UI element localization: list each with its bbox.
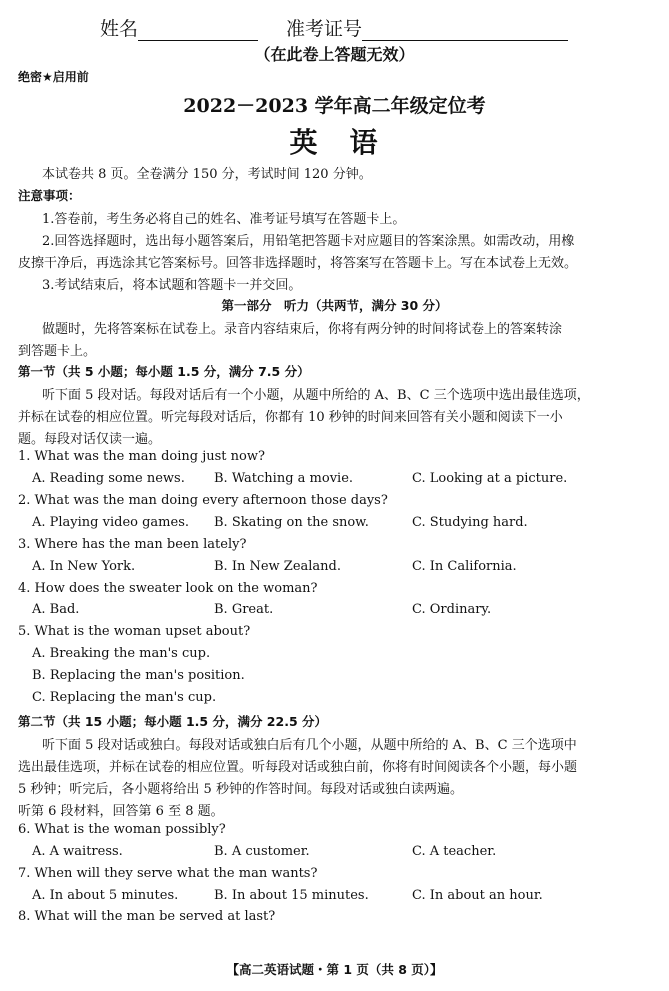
question-3-option-a: A. In New York.: [32, 559, 136, 574]
question-2-stem: 2. What was the man doing every afternoon those days?: [18, 493, 388, 508]
section1-heading: 第一节（共 5 小题；每小题 1.5 分，满分 7.5 分）: [18, 364, 310, 379]
section2-intro-line-2: 选出最佳选项，并标在试卷的相应位置。听每段对话或独白前，你将有时间阅读各个小题，每小题: [18, 760, 578, 775]
question-7-stem: 7. When will they serve what the man wants?: [18, 866, 318, 881]
part1-intro-line-2: 到答题卡上。: [18, 344, 97, 359]
question-1-stem: 1. What was the man doing just now?: [18, 449, 265, 464]
part1-heading: 第一部分 听力（共两节，满分 30 分）: [221, 298, 448, 313]
exam-id-blank: [362, 22, 568, 41]
subject-title: 英 语: [289, 126, 380, 159]
question-7-option-a: A. In about 5 minutes.: [32, 888, 179, 903]
exam-id-field-row: [286, 14, 568, 41]
question-5-option-c: C. Replacing the man's cup.: [32, 690, 217, 705]
question-7-option-c: C. In about an hour.: [412, 888, 543, 903]
secret-mark: 绝密★启用前: [18, 70, 89, 84]
question-6-option-b: B. A customer.: [214, 844, 310, 859]
question-2-option-b: B. Skating on the snow.: [214, 515, 369, 530]
question-2-option-a: A. Playing video games.: [32, 515, 190, 530]
exam-id-label: 准考证号: [286, 18, 363, 40]
section1-intro-line-3: 题。每段对话仅读一遍。: [18, 432, 162, 447]
note-item-3: 3.考试结束后，将本试题和答题卡一并交回。: [42, 278, 302, 293]
question-3-option-c: C. In California.: [412, 559, 517, 574]
question-4-option-c: C. Ordinary.: [412, 602, 492, 617]
notes-heading: 注意事项：: [18, 188, 81, 203]
section1-intro-line-1: 听下面 5 段对话。每段对话后有一个小题，从题中所给的 A、B、C 三个选项中选出最佳选项，: [42, 388, 590, 403]
name-label: 姓名: [100, 18, 139, 40]
name-field-row: [100, 14, 258, 41]
name-blank: [138, 22, 258, 41]
section2-intro-line-1: 听下面 5 段对话或独白。每段对话或独白后有几个小题，从题中所给的 A、B、C 三个选项中: [42, 738, 577, 753]
section2-material-6: 听第 6 段材料，回答第 6 至 8 题。: [18, 804, 224, 819]
note-item-1: 1.答卷前，考生务必将自己的姓名、准考证号填写在答题卡上。: [42, 212, 406, 227]
question-1-option-b: B. Watching a movie.: [214, 471, 354, 486]
question-8-stem: 8. What will the man be served at last?: [18, 909, 276, 924]
question-5-stem: 5. What is the woman upset about?: [18, 624, 251, 639]
question-4-option-a: A. Bad.: [32, 602, 80, 617]
note-item-2-line-2: 皮擦干净后，再选涂其它答案标号。回答非选择题时，将答案写在答题卡上。写在本试卷上无效。: [18, 256, 578, 271]
exam-title: 2022－2023 学年高二年级定位考: [183, 95, 486, 117]
question-4-stem: 4. How does the sweater look on the woman?: [18, 581, 318, 596]
question-2-option-c: C. Studying hard.: [412, 515, 528, 530]
section2-heading: 第二节（共 15 小题；每小题 1.5 分，满分 22.5 分）: [18, 714, 327, 729]
question-6-stem: 6. What is the woman possibly?: [18, 822, 226, 837]
question-5-option-a: A. Breaking the man's cup.: [32, 646, 211, 661]
question-1-option-c: C. Looking at a picture.: [412, 471, 568, 486]
question-4-option-b: B. Great.: [214, 602, 274, 617]
question-7-option-b: B. In about 15 minutes.: [214, 888, 369, 903]
note-item-2-line-1: 2.回答选择题时，选出每小题答案后，用铅笔把答题卡对应题目的答案涂黑。如需改动，用橡: [42, 234, 575, 249]
question-3-option-b: B. In New Zealand.: [214, 559, 341, 574]
section1-intro-line-2: 并标在试卷的相应位置。听完每段对话后，你都有 10 秒钟的时间来回答有关小题和阅读下一小: [18, 410, 563, 425]
question-6-option-c: C. A teacher.: [412, 844, 497, 859]
question-1-option-a: A. Reading some news.: [32, 471, 185, 486]
answer-invalid-notice: （在此卷上答题无效）: [254, 45, 415, 64]
question-6-option-a: A. A waitress.: [32, 844, 123, 859]
exam-intro: 本试卷共 8 页。全卷满分 150 分，考试时间 120 分钟。: [42, 167, 372, 182]
page-footer: 【高二英语试题・第 1 页（共 8 页）】: [226, 962, 443, 977]
part1-intro-line-1: 做题时，先将答案标在试卷上。录音内容结束后，你将有两分钟的时间将试卷上的答案转涂: [42, 322, 563, 337]
question-5-option-b: B. Replacing the man's position.: [32, 668, 245, 683]
section2-intro-line-3: 5 秒钟；听完后，各小题将给出 5 秒钟的作答时间。每段对话或独白读两遍。: [18, 782, 463, 797]
question-3-stem: 3. Where has the man been lately?: [18, 537, 247, 552]
